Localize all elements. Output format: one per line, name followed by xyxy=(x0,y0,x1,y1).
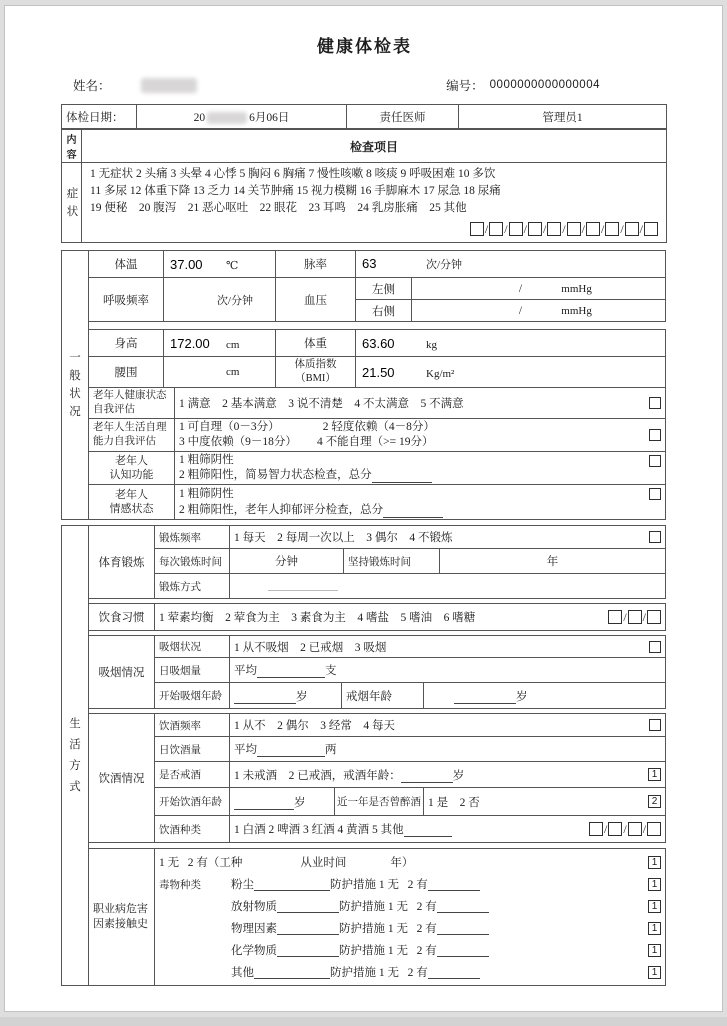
temperature-value: 37.00 xyxy=(170,256,203,272)
occupational-row-0: 1 无 2 有（工种 从业时间 年） 1 xyxy=(159,851,661,873)
bp-left-label: 左侧 xyxy=(356,278,412,300)
diet-label: 饮食习惯 xyxy=(89,604,155,631)
content-header-label: 内容 xyxy=(62,130,82,163)
height-unit: cm xyxy=(226,338,240,351)
document-page xyxy=(4,5,723,1012)
protection-blank xyxy=(437,922,489,935)
breath-value-cell xyxy=(164,278,276,322)
number-value: 0000000000000004 xyxy=(489,79,600,91)
elderly-table xyxy=(88,387,666,520)
exercise-freq-cell xyxy=(230,526,666,549)
checkbox[interactable] xyxy=(567,222,581,236)
smoking-status-checkbox[interactable] xyxy=(649,641,661,653)
checkbox[interactable] xyxy=(528,222,542,236)
protection-blank xyxy=(428,966,480,979)
exam-date-table xyxy=(61,104,667,129)
check-items-header: 检查项目 xyxy=(82,130,667,163)
lifestyle-category: 生活方式 xyxy=(61,525,89,986)
occupational-cell xyxy=(155,849,666,986)
vitals-table xyxy=(88,250,666,322)
elderly-health-checkbox[interactable] xyxy=(649,397,661,409)
drinking-type-label: 饮酒种类 xyxy=(155,816,230,843)
toxin-blank xyxy=(277,922,339,935)
exercise-duration-label: 每次锻炼时间 xyxy=(155,549,230,574)
elderly-emotion-label: 老年人 情感状态 xyxy=(89,485,175,520)
checkbox[interactable] xyxy=(628,822,642,836)
occupational-row-5: 其他 防护措施 1 无 2 有 1 xyxy=(159,961,661,983)
bmi-label: 体质指数 （BMI） xyxy=(276,357,356,388)
elderly-health-cell xyxy=(175,388,666,419)
checkbox[interactable] xyxy=(509,222,523,236)
checkbox[interactable] xyxy=(625,222,639,236)
exercise-persist-unit: 年 xyxy=(440,549,666,574)
pulse-unit: 次/分钟 xyxy=(426,259,463,271)
breath-label: 呼吸频率 xyxy=(89,278,164,322)
bp-right-label: 右侧 xyxy=(356,300,412,322)
occupational-row-3: 物理因素 防护措施 1 无 2 有 1 xyxy=(159,917,661,939)
smoking-start-label: 开始吸烟年龄 xyxy=(155,683,230,709)
occupational-answer-box-4[interactable]: 1 xyxy=(648,944,661,957)
smoking-status-cell xyxy=(230,636,666,658)
drinking-freq-cell xyxy=(230,714,666,737)
occupational-answer-box-1[interactable]: 1 xyxy=(648,878,661,891)
toxin-blank xyxy=(277,900,339,913)
checkbox-separator: / xyxy=(639,221,643,236)
toxin-blank xyxy=(254,966,330,979)
exercise-table xyxy=(88,525,666,599)
bp-right-unit: mmHg xyxy=(561,304,592,317)
elderly-selfcare-options: 1 可自理（0－3分） 2 轻度依赖（4－8分） 3 中度依赖（9－18分） 4 不能自理（>= 19分） xyxy=(179,421,435,448)
checkbox[interactable] xyxy=(547,222,561,236)
weight-label: 体重 xyxy=(276,330,356,357)
drinking-quit-cell xyxy=(230,762,666,788)
drinking-quit-options: 1 未戒酒 2 已戒酒，戒酒年龄： 岁 xyxy=(234,769,465,782)
checkbox[interactable] xyxy=(605,222,619,236)
diet-checkboxes xyxy=(608,610,661,625)
pulse-value: 63 xyxy=(362,256,377,271)
checkbox-separator: / xyxy=(642,821,647,836)
drinking-start-cell: 岁 xyxy=(230,788,335,816)
toxin-blank xyxy=(254,878,330,891)
occupational-answer-box-0[interactable]: 1 xyxy=(648,856,661,869)
drinking-freq-checkbox[interactable] xyxy=(649,719,661,731)
bp-left-unit: mmHg xyxy=(561,282,592,295)
redacted-name xyxy=(141,78,197,93)
doctor-label: 责任医师 xyxy=(347,105,459,129)
drinking-start-blank xyxy=(234,797,294,810)
checkbox-separator: / xyxy=(623,609,627,624)
checkbox[interactable] xyxy=(644,222,658,236)
elderly-health-label: 老年人健康状态 自我评估 xyxy=(89,388,175,419)
page-title: 健康体检表 xyxy=(317,37,412,56)
checkbox-separator: / xyxy=(523,221,527,236)
drinking-amount-label: 日饮酒量 xyxy=(155,737,230,762)
drunk-label: 近一年是否曾醉酒 xyxy=(335,788,424,816)
smoking-amount-blank xyxy=(257,665,325,678)
elderly-cognition-options: 1 粗筛阴性 2 粗筛阳性，简易智力状态检查，总分 xyxy=(179,453,649,483)
elderly-selfcare-checkbox[interactable] xyxy=(649,429,661,441)
breath-unit: 次/分钟 xyxy=(216,294,253,307)
exercise-mode-blank xyxy=(268,578,338,591)
checkbox-separator: / xyxy=(604,821,608,836)
symptoms-line-2: 11 多尿 12 体重下降 13 乏力 14 关节肿痛 15 视力模糊 16 手脚麻木 17 尿急 18 尿痛 xyxy=(90,185,501,197)
weight-value-cell xyxy=(356,330,666,357)
number-label: 编号： xyxy=(446,79,484,93)
occupational-answer-box-5[interactable]: 1 xyxy=(648,966,661,979)
pulse-value-cell xyxy=(356,251,666,278)
viewer-bottom-edge xyxy=(0,1017,727,1026)
drinking-amount-cell: 平均 两 xyxy=(230,737,666,762)
doctor-value: 管理员1 xyxy=(459,105,667,129)
drinking-quit-label: 是否戒酒 xyxy=(155,762,230,788)
drinking-label: 饮酒情况 xyxy=(89,714,155,843)
diet-options: 1 荤素均衡 2 荤食为主 3 素食为主 4 嗜盐 5 嗜油 6 嗜糖 xyxy=(159,612,476,624)
checkbox-separator: / xyxy=(562,221,566,236)
diet-table xyxy=(88,603,666,631)
symptoms-category: 症状 xyxy=(62,163,82,243)
elderly-emotion-cell xyxy=(175,485,666,520)
drinking-freq-label: 饮酒频率 xyxy=(155,714,230,737)
drinking-quit-answer-box[interactable]: 1 xyxy=(648,768,661,781)
smoking-amount-label: 日吸烟量 xyxy=(155,658,230,683)
checkbox[interactable] xyxy=(647,610,661,624)
elderly-cognition-label: 老年人 认知功能 xyxy=(89,452,175,485)
body-measures-table xyxy=(88,329,666,388)
symptoms-line-3: 19 便秘 20 腹泻 21 恶心呕吐 22 眼花 23 耳鸣 24 乳房胀痛 25 其他 xyxy=(90,202,467,214)
drinking-amount-blank xyxy=(257,744,325,757)
smoking-status-label: 吸烟状况 xyxy=(155,636,230,658)
drunk-options: 1 是 2 否 xyxy=(428,796,480,809)
drinking-type-options: 1 白酒 2 啤酒 3 红酒 4 黄酒 5 其他 xyxy=(234,821,589,837)
smoking-quit-cell: 岁 xyxy=(424,683,666,709)
elderly-emotion-checkbox[interactable] xyxy=(649,488,661,500)
occupational-answer-box-2[interactable]: 1 xyxy=(648,900,661,913)
toxin-blank xyxy=(277,944,339,957)
checkbox[interactable] xyxy=(470,222,484,236)
elderly-selfcare-label: 老年人生活自理 能力自我评估 xyxy=(89,419,175,452)
elderly-emotion-options: 1 粗筛阴性 2 粗筛阳性，老年人抑郁评分检查，总分 xyxy=(179,486,649,518)
drinking-start-label: 开始饮酒年龄 xyxy=(155,788,230,816)
waist-unit: cm xyxy=(226,366,240,378)
lifestyle-section xyxy=(61,525,666,986)
checkbox[interactable] xyxy=(628,610,642,624)
elderly-selfcare-cell xyxy=(175,419,666,452)
exercise-duration-unit: 分钟 xyxy=(230,549,344,574)
exercise-freq-label: 锻炼频率 xyxy=(155,526,230,549)
checkbox[interactable] xyxy=(489,222,503,236)
elderly-cognition-checkbox[interactable] xyxy=(649,455,661,467)
bmi-value: 21.50 xyxy=(362,364,395,380)
occupational-row-2: 放射物质 防护措施 1 无 2 有 1 xyxy=(159,895,661,917)
drinking-table xyxy=(88,713,666,843)
symptoms-cell xyxy=(82,163,667,243)
temperature-label: 体温 xyxy=(89,251,164,278)
redacted-date xyxy=(207,112,247,124)
drunk-answer-box[interactable]: 2 xyxy=(648,795,661,808)
checkbox[interactable] xyxy=(647,822,661,836)
height-value-cell xyxy=(164,330,276,357)
protection-blank xyxy=(428,878,480,891)
smoking-status-options: 1 从不吸烟 2 已戒烟 3 吸烟 xyxy=(234,641,387,654)
smoking-start-cell: 岁 xyxy=(230,683,342,709)
exercise-mode-label: 锻炼方式 xyxy=(155,574,230,599)
occupational-answer-box-3[interactable]: 1 xyxy=(648,922,661,935)
checkbox-separator: / xyxy=(504,221,508,236)
smoking-quit-blank xyxy=(454,691,516,704)
symptoms-line-1: 1 无症状 2 头痛 3 头晕 4 心悸 5 胸闷 6 胸痛 7 慢性咳嗽 8 咳痰 9 呼吸困难 10 多饮 xyxy=(90,168,496,180)
bp-right-value-cell: / mmHg xyxy=(412,300,666,322)
checkbox-separator: / xyxy=(600,221,605,236)
height-value: 172.00 xyxy=(170,335,210,351)
drinking-type-checkboxes xyxy=(589,822,661,837)
bp-left-value-cell: / mmHg xyxy=(412,278,666,300)
temperature-value-cell xyxy=(164,251,276,278)
smoking-start-blank xyxy=(234,691,296,704)
smoking-table xyxy=(88,635,666,709)
drinking-type-cell xyxy=(230,816,666,843)
occupational-label: 职业病危害因素接触史 xyxy=(89,849,155,986)
exercise-label: 体育锻炼 xyxy=(89,526,155,599)
protection-blank xyxy=(437,944,489,957)
pulse-label: 脉率 xyxy=(276,251,356,278)
smoking-label: 吸烟情况 xyxy=(89,636,155,709)
weight-unit: kg xyxy=(426,338,437,351)
drinking-freq-options: 1 从不 2 偶尔 3 经常 4 每天 xyxy=(234,720,395,732)
height-label: 身高 xyxy=(89,330,164,357)
symptoms-checkboxes xyxy=(90,219,658,239)
protection-blank xyxy=(437,900,489,913)
exercise-freq-checkbox[interactable] xyxy=(649,531,661,543)
drunk-cell xyxy=(424,788,666,816)
bp-label: 血压 xyxy=(276,278,356,322)
general-section xyxy=(61,250,666,520)
drinking-quit-age-blank xyxy=(401,770,453,783)
checkbox-separator: / xyxy=(581,221,585,236)
diet-cell xyxy=(155,604,666,631)
checkbox[interactable] xyxy=(608,610,622,624)
drinking-type-other-blank xyxy=(404,824,452,837)
elderly-cognition-cell xyxy=(175,452,666,485)
waist-label: 腰围 xyxy=(89,357,164,388)
exercise-freq-options: 1 每天 2 每周一次以上 3 偶尔 4 不锻炼 xyxy=(234,532,453,544)
toxin-type-label: 毒物种类 xyxy=(159,879,201,891)
symptoms-block xyxy=(61,129,667,243)
checkbox[interactable] xyxy=(589,822,603,836)
emotion-score-blank xyxy=(383,505,443,518)
waist-value-cell xyxy=(164,357,276,388)
bmi-value-cell xyxy=(356,357,666,388)
occupational-row-4: 化学物质 防护措施 1 无 2 有 1 xyxy=(159,939,661,961)
smoking-amount-cell: 平均 支 xyxy=(230,658,666,683)
checkbox-separator: / xyxy=(642,609,646,624)
checkbox-separator: / xyxy=(484,221,489,236)
exercise-persist-label: 坚持锻炼时间 xyxy=(344,549,440,574)
checkbox-separator: / xyxy=(623,821,627,836)
occupational-row-1: 毒物种类 粉尘 防护措施 1 无 2 有 1 xyxy=(159,873,661,895)
name-label: 姓名： xyxy=(73,79,111,93)
exam-date-label: 体检日期： xyxy=(62,105,137,129)
bmi-unit: Kg/m² xyxy=(426,367,455,380)
checkbox[interactable] xyxy=(608,822,622,836)
cognition-score-blank xyxy=(372,470,432,483)
exam-date-value: 20 6月06日 xyxy=(137,105,347,129)
exercise-mode-cell xyxy=(230,574,666,599)
general-category: 一般状况 xyxy=(61,250,89,520)
smoking-quit-label: 戒烟年龄 xyxy=(342,683,424,709)
weight-value: 63.60 xyxy=(362,335,395,351)
elderly-health-options: 1 满意 2 基本满意 3 说不清楚 4 不太满意 5 不满意 xyxy=(179,398,464,410)
checkbox-separator: / xyxy=(620,221,624,236)
checkbox[interactable] xyxy=(586,222,600,236)
checkbox-separator: / xyxy=(542,221,547,236)
name-number-row xyxy=(61,75,668,95)
occupational-table xyxy=(88,848,666,986)
temperature-unit: ℃ xyxy=(226,259,239,272)
